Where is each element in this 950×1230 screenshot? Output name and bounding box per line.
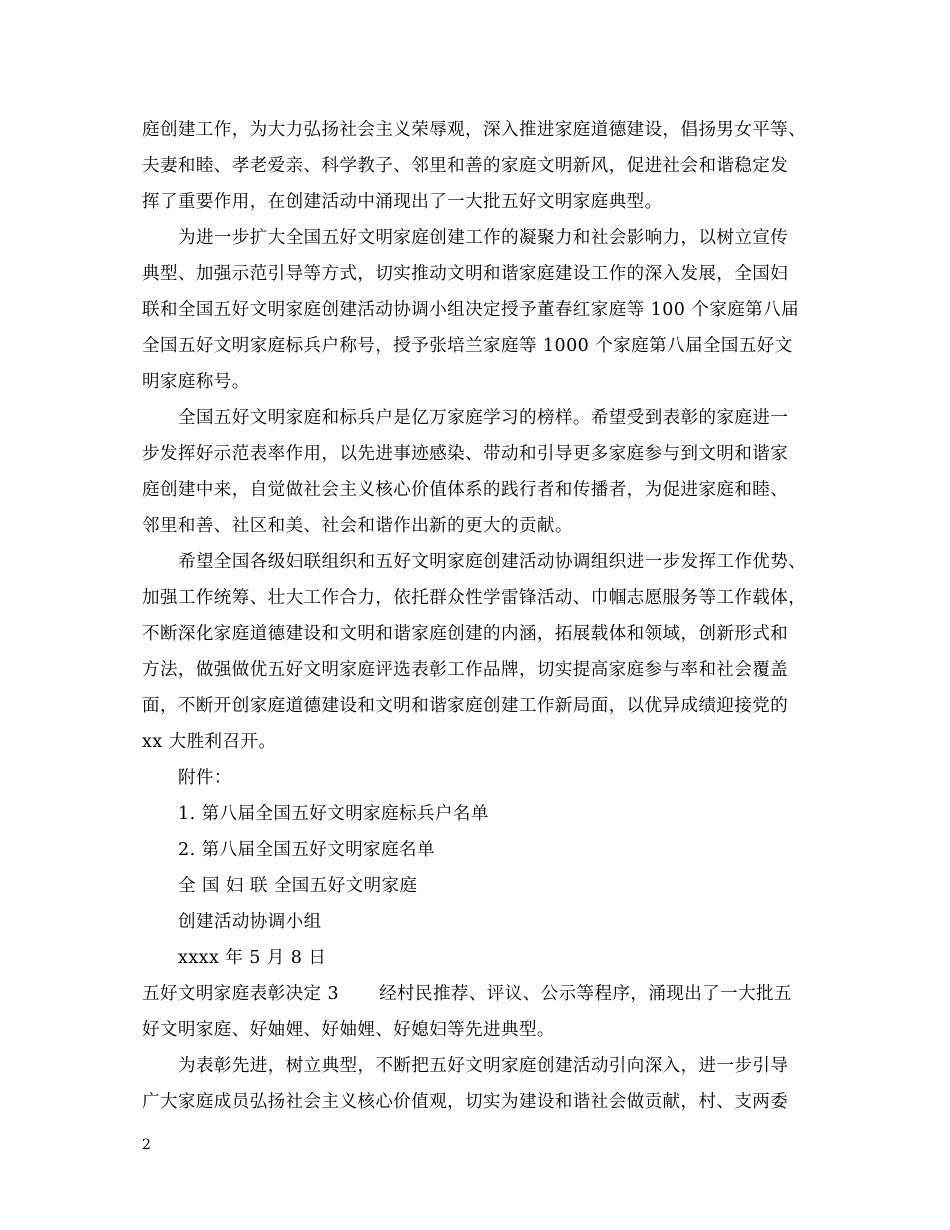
section-text: 经村民推荐、评议、公示等程序，涌现出了一大批五 (379, 984, 792, 1004)
paragraph-start-line: 希望全国各级妇联组织和五好文明家庭创建活动协调组织进一步发挥工作优势、 (178, 552, 807, 572)
attachment-item: 2. 第八届全国五好文明家庭名单 (178, 840, 435, 860)
signature-line: 全 国 妇 联 全国五好文明家庭 (178, 876, 418, 896)
text-line: 挥了重要作用，在创建活动中涌现出了一大批五好文明家庭典型。 (142, 192, 663, 212)
document-body (142, 112, 822, 1120)
section-title: 五好文明家庭表彰决定 3 (142, 984, 340, 1004)
text-line: 典型、加强示范引导等方式，切实推动文明和谐家庭建设工作的深入发展，全国妇 (142, 264, 789, 284)
text-line: 面，不断开创家庭道德建设和文明和谐家庭创建工作新局面，以优异成绩迎接党的 (142, 696, 789, 716)
text-line: 庭创建中来，自觉做社会主义核心价值体系的践行者和传播者，为促进家庭和睦、 (142, 480, 789, 500)
text-line: 不断深化家庭道德建设和文明和谐家庭创建的内涵，拓展载体和领域，创新形式和 (142, 624, 789, 644)
paragraph-start-line: 全国五好文明家庭和标兵户是亿万家庭学习的榜样。希望受到表彰的家庭进一 (178, 408, 789, 428)
text-line: 邻里和善、社区和美、社会和谐作出新的更大的贡献。 (142, 516, 573, 536)
attachment-item: 1. 第八届全国五好文明家庭标兵户名单 (178, 804, 489, 824)
text-line: 好文明家庭、好妯娌、好妯娌、好媳妇等先进典型。 (142, 1020, 555, 1040)
text-line: 加强工作统筹、壮大工作合力，依托群众性学雷锋活动、巾帼志愿服务等工作载体， (142, 588, 807, 608)
paragraph-start-line: 为进一步扩大全国五好文明家庭创建工作的凝聚力和社会影响力，以树立宣传 (178, 228, 789, 248)
date-line: xxxx 年 5 月 8 日 (178, 948, 327, 968)
paragraph-start-line: 为表彰先进，树立典型，不断把五好文明家庭创建活动引向深入，进一步引导 (178, 1056, 789, 1076)
text-line: 庭创建工作，为大力弘扬社会主义荣辱观，深入推进家庭道德建设，倡扬男女平等、 (142, 120, 807, 140)
text-line: 夫妻和睦、孝老爱亲、科学教子、邻里和善的家庭文明新风，促进社会和谐稳定发 (142, 156, 789, 176)
text-line: 联和全国五好文明家庭创建活动协调小组决定授予董春红家庭等 100 个家庭第八届 (142, 300, 800, 320)
text-line: 明家庭称号。 (142, 372, 250, 392)
text-line: 步发挥好示范表率作用，以先进事迹感染、带动和引导更多家庭参与到文明和谐家 (142, 444, 789, 464)
section-title-line (142, 976, 822, 1012)
text-line: 全国五好文明家庭标兵户称号，授予张培兰家庭等 1000 个家庭第八届全国五好文 (142, 336, 793, 356)
text-line: 方法，做强做优五好文明家庭评选表彰工作品牌，切实提高家庭参与率和社会覆盖 (142, 660, 789, 680)
text-line: xx 大胜利召开。 (142, 732, 277, 752)
text-line: 广大家庭成员弘扬社会主义核心价值观，切实为建设和谐社会做贡献，村、支两委 (142, 1092, 789, 1112)
attachments-heading: 附件： (178, 768, 232, 788)
page-number: 2 (142, 1137, 151, 1153)
signature-line: 创建活动协调小组 (178, 912, 322, 932)
